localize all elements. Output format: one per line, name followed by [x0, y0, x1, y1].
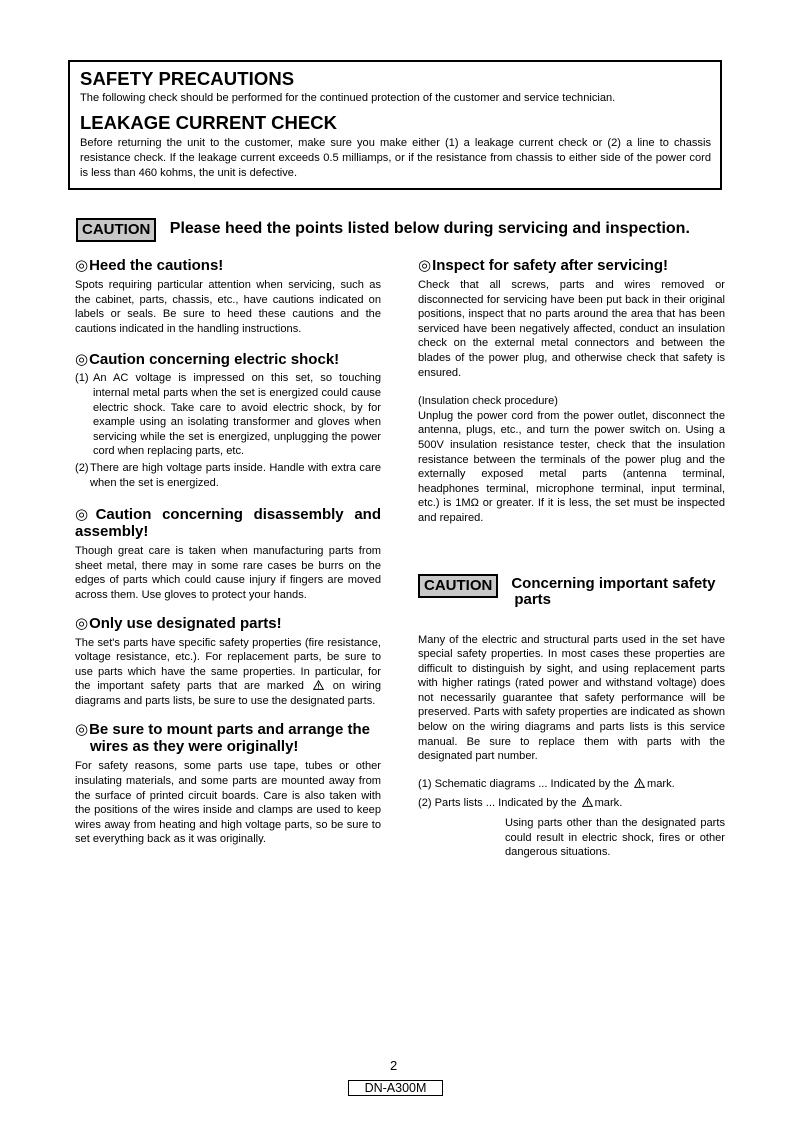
- warning-triangle-icon: [582, 797, 593, 807]
- double-circle-icon: ◎: [75, 506, 95, 524]
- list-item: (1) An AC voltage is impressed on this set, so touching internal metal parts when the set is energized could cause electric shock. Take care to avoid electric shock, by for example using an isolating transformer and gloves when servicing while the set is energized, unplugging the power cord when replacing parts, etc.: [75, 372, 381, 458]
- section-mount-parts-text: For safety reasons, some parts use tape, tubes or other insulating materials, and some parts are mounted away from the surface of printed circuit boards. Care is also taken with the positions of the wires inside and clamps are used to keep wires away from heating and high voltage parts, so be sure to set everything back as it was originally.: [75, 760, 381, 846]
- safety-intro-text: The following check should be performed for the continued protection of the customer and service technician.: [80, 92, 616, 104]
- model-number: DN-A300M: [348, 1080, 443, 1096]
- section-disassembly-text: Though great care is taken when manufacturing parts from sheet metal, there may in some rare cases be burrs on the edges of parts which could cause injury if fingers are moved across them. Use gloves to protect your hands.: [75, 545, 381, 601]
- section-inspect-safety-title: ◎Inspect for safety after servicing!: [418, 257, 669, 274]
- list-item: (1) Schematic diagrams ... Indicated by the mark.: [418, 777, 675, 790]
- safety-precautions-title: SAFETY PRECAUTIONS: [80, 68, 295, 89]
- section-heed-cautions-title: ◎Heed the cautions!: [75, 257, 224, 274]
- left-column: [75, 257, 381, 847]
- warning-triangle-icon: [313, 680, 324, 690]
- warning-triangle-icon: [634, 778, 645, 788]
- page-number: 2: [390, 1058, 398, 1073]
- safety-precautions-box: [68, 60, 722, 190]
- section-inspect-safety-text: Check that all screws, parts and wires removed or disconnected for servicing have been put back in their original positions, inspect that no parts around the area that has been serviced have been negatively affected, conduct an insulation check on the external metal connectors and between the blades of the power plug, and otherwise check that safety is ensured. (Insulation check procedure) Unplug the power cord from the power outlet, disconnect the antenna, plugs, etc., and turn the power switch on. Using a 500V insulation resistance tester, check that the insulation resistance between the terminals of the power plug and the externally exposed metal parts (antenna terminal, headphones terminal, microphone terminal, input terminal, etc.) is 1MΩ or greater. If it is less, the set must be inspected and repaired.: [418, 279, 725, 524]
- caution-banner-text: Please heed the points listed below during servicing and inspection.: [169, 220, 690, 237]
- section-disassembly-title: ◎Caution concerning disassembly and assembly!: [75, 506, 381, 541]
- section-mount-parts-title: ◎Be sure to mount parts and arrange the wires as they were originally!: [75, 721, 370, 756]
- section-heed-cautions-text: Spots requiring particular attention when servicing, such as the cabinet, parts, chassis, etc., have cautions indicated on labels or seals. Be sure to heed these cautions and the cautions indicated in the handling instructions.: [75, 279, 381, 335]
- section-designated-parts-title: ◎Only use designated parts!: [75, 614, 282, 632]
- double-circle-icon: ◎: [75, 721, 89, 739]
- section-important-parts-text: Many of the electric and structural parts used in the set have special safety properties. In most cases these properties are difficult to distinguish by sight, and using replacement parts with higher ratings (rated power and withstand voltage) does not necessarily guarantee that safety performance will be preserved. Parts with safety properties are indicated as shown below on the wiring diagrams and parts lists is this service manual. Be sure to replace them with parts with the designated part number. (1) Schematic diagrams ... Indicated by the mark. (2) Parts lists ... Indicated by the mark. Using parts other than the designated parts could result in electric shock, fires or other dangerous situations.: [418, 633, 725, 859]
- caution-banner: [76, 218, 716, 242]
- leakage-current-title: LEAKAGE CURRENT CHECK: [80, 112, 337, 133]
- leakage-current-text: Before returning the unit to the customer, make sure you make either (1) a leakage current check or (2) a line to chassis resistance check. If the leakage current exceeds 0.5 milliamps, or if the resistance from chassis to either side of the power cord is less than 460 kohms, the unit is defective.: [80, 137, 711, 179]
- double-circle-icon: ◎: [75, 614, 89, 632]
- right-column: [418, 257, 725, 860]
- list-item: (2) There are high voltage parts inside. Handle with extra care when the set is energized.: [75, 461, 381, 489]
- section-designated-parts-text: The set's parts have specific safety properties (fire resistance, voltage resistance, etc.). For replacement parts, be sure to use parts which have the same properties. In particular, for the important safety parts that are marked on wiring diagrams and parts lists, be sure to use the designated parts.: [75, 636, 381, 707]
- caution-badge: CAUTION: [418, 574, 498, 598]
- insulation-procedure-label: (Insulation check procedure): [418, 395, 558, 408]
- list-item: (2) Parts lists ... Indicated by the mark.: [418, 797, 623, 810]
- section-electric-shock-title: ◎Caution concerning electric shock!: [75, 351, 340, 369]
- replacement-parts-note: Using parts other than the designated parts could result in electric shock, fires or other dangerous situations.: [505, 817, 725, 859]
- double-circle-icon: ◎: [418, 257, 432, 274]
- caution-important-parts-title: Concerning important safety parts: [511, 574, 716, 608]
- double-circle-icon: ◎: [75, 351, 89, 369]
- caution-badge: CAUTION: [76, 218, 156, 242]
- caution-important-parts-banner: [418, 574, 725, 608]
- double-circle-icon: ◎: [75, 257, 89, 274]
- section-electric-shock-text: [75, 371, 381, 490]
- insulation-procedure-text: Unplug the power cord from the power outlet, disconnect the antenna, plugs, etc., and turn the power switch on. Using a 500V insulation resistance tester, check that the insulation resistance between the terminals of the power plug and the externally exposed metal parts (antenna terminal, headphones terminal, microphone terminal, input terminal, etc.) is 1MΩ or greater. If it is less, the set must be inspected and repaired.: [418, 409, 725, 524]
